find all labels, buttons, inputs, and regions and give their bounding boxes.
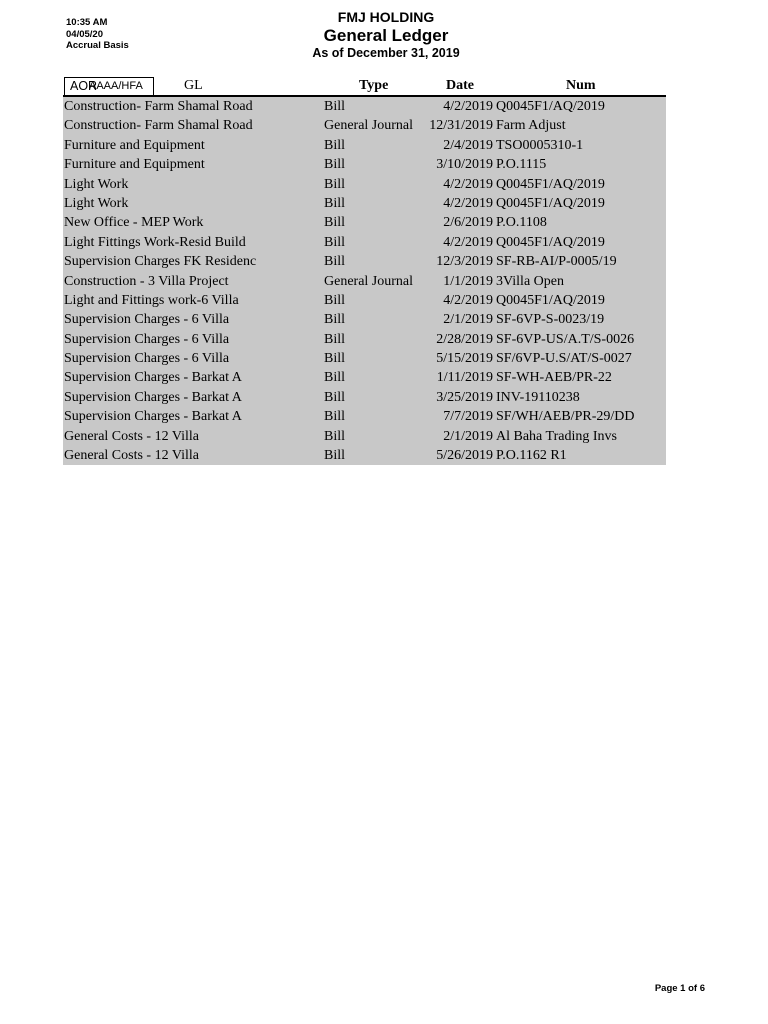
cell-num: Al Baha Trading Invs — [496, 428, 617, 444]
cell-account-name: Light Work — [64, 176, 129, 192]
table-row — [63, 388, 666, 407]
cell-num: P.O.1108 — [496, 215, 547, 231]
cell-date: 4/2/2019 — [443, 195, 493, 211]
cell-type: Bill — [324, 428, 346, 444]
cell-type: Bill — [324, 157, 346, 173]
cell-type: Bill — [324, 137, 346, 153]
cell-date: 3/25/2019 — [436, 389, 493, 405]
cell-account-name: Supervision Charges - Barkat A — [64, 409, 242, 425]
report-date: 04/05/20 — [66, 28, 103, 40]
cell-date: 2/6/2019 — [443, 215, 493, 231]
table-row — [63, 446, 666, 465]
cell-num: SF/WH/AEB/PR-29/DD — [496, 409, 635, 425]
account-header-box — [64, 77, 154, 96]
table-row — [63, 252, 666, 271]
cell-account-name: Construction- Farm Shamal Road — [64, 99, 253, 114]
cell-type: General Journal — [324, 118, 414, 134]
cell-date: 5/26/2019 — [436, 448, 493, 464]
cell-date: 1/1/2019 — [443, 273, 493, 289]
cell-date: 2/1/2019 — [443, 428, 493, 444]
cell-num: SF-RB-AI/P-0005/19 — [496, 254, 617, 270]
cell-date: 2/4/2019 — [443, 137, 493, 153]
column-header-type: Type — [359, 78, 389, 93]
report-time: 10:35 AM — [66, 17, 108, 28]
cell-account-name: New Office - MEP Work — [64, 215, 204, 231]
table-row — [63, 272, 666, 291]
cell-type: Bill — [324, 234, 346, 250]
table-row — [63, 310, 666, 329]
table-row — [63, 330, 666, 349]
cell-type: Bill — [324, 195, 346, 211]
page-number: Page 1 of 6 — [654, 983, 705, 994]
cell-num: Q0045F1/AQ/2019 — [496, 176, 605, 192]
report-title-block — [236, 9, 536, 61]
cell-num: TSO0005310-1 — [496, 137, 584, 153]
cell-type: Bill — [324, 409, 346, 425]
account-box-text: AOR — [70, 79, 98, 93]
cell-num: INV-19110238 — [496, 389, 580, 405]
column-header-date: Date — [446, 78, 474, 93]
cell-num: Q0045F1/AQ/2019 — [496, 234, 605, 250]
ledger-rows — [63, 97, 666, 465]
cell-date: 5/15/2019 — [436, 351, 493, 367]
report-as-of: As of December 31, 2019 — [312, 46, 460, 60]
cell-num: Q0045F1/AQ/2019 — [496, 292, 605, 308]
cell-type: Bill — [324, 312, 346, 328]
table-row — [63, 407, 666, 426]
cell-num: 3Villa Open — [496, 273, 564, 289]
table-row — [63, 97, 666, 116]
cell-num: SF/6VP-U.S/AT/S-0027 — [496, 351, 632, 367]
report-title: General Ledger — [323, 26, 449, 45]
cell-date: 4/2/2019 — [443, 99, 493, 114]
cell-account-name: General Costs - 12 Villa — [64, 448, 199, 464]
table-row — [63, 213, 666, 232]
table-row — [63, 175, 666, 194]
cell-date: 12/31/2019 — [429, 118, 493, 134]
cell-type: Bill — [324, 215, 346, 231]
cell-type: Bill — [324, 176, 346, 192]
table-row — [63, 136, 666, 155]
company-name: FMJ HOLDING — [337, 9, 435, 25]
cell-num: P.O.1115 — [496, 157, 547, 173]
report-basis: Accrual Basis — [66, 40, 129, 51]
table-row — [63, 116, 666, 135]
cell-account-name: Furniture and Equipment — [64, 137, 205, 153]
cell-account-name: Supervision Charges - 6 Villa — [64, 331, 230, 347]
cell-type: Bill — [324, 448, 346, 464]
cell-date: 2/28/2019 — [436, 331, 493, 347]
cell-account-name: Supervision Charges - Barkat A — [64, 370, 242, 386]
table-row — [63, 155, 666, 174]
cell-date: 7/7/2019 — [443, 409, 493, 425]
table-row — [63, 194, 666, 213]
column-header-num: Num — [566, 78, 596, 93]
ledger-header-row — [63, 77, 666, 98]
cell-date: 12/3/2019 — [436, 254, 493, 270]
cell-type: Bill — [324, 351, 346, 367]
cell-num: Farm Adjust — [496, 118, 566, 134]
cell-account-name: Supervision Charges - 6 Villa — [64, 351, 230, 367]
cell-account-name: Supervision Charges - 6 Villa — [64, 312, 230, 328]
cell-type: Bill — [324, 389, 346, 405]
cell-date: 4/2/2019 — [443, 292, 493, 308]
table-row — [63, 349, 666, 368]
cell-account-name: Furniture and Equipment — [64, 157, 205, 173]
cell-date: 4/2/2019 — [443, 234, 493, 250]
table-row — [63, 427, 666, 446]
cell-account-name: Light Fittings Work-Resid Build — [64, 234, 246, 250]
cell-account-name: Light and Fittings work-6 Villa — [64, 292, 239, 308]
cell-num: SF-WH-AEB/PR-22 — [496, 370, 612, 386]
cell-type: Bill — [324, 99, 346, 114]
cell-type: Bill — [324, 370, 346, 386]
cell-type: Bill — [324, 331, 346, 347]
table-row — [63, 368, 666, 387]
cell-num: SF-6VP-US/A.T/S-0026 — [496, 331, 635, 347]
cell-type: General Journal — [324, 273, 414, 289]
cell-num: P.O.1162 R1 — [496, 448, 567, 464]
cell-date: 2/1/2019 — [443, 312, 493, 328]
cell-num: Q0045F1/AQ/2019 — [496, 195, 605, 211]
cell-num: SF-6VP-S-0023/19 — [496, 312, 605, 328]
cell-account-name: Construction - 3 Villa Project — [64, 273, 229, 289]
column-header-gl: GL — [184, 78, 203, 93]
cell-date: 4/2/2019 — [443, 176, 493, 192]
table-row — [63, 233, 666, 252]
table-row — [63, 291, 666, 310]
cell-account-name: Light Work — [64, 195, 129, 211]
cell-date: 1/11/2019 — [436, 370, 493, 386]
cell-account-name: Construction- Farm Shamal Road — [64, 118, 253, 134]
account-box-overlay-text: AAAA/HFA — [89, 80, 143, 92]
cell-type: Bill — [324, 292, 346, 308]
cell-account-name: General Costs - 12 Villa — [64, 428, 199, 444]
report-meta — [66, 17, 129, 52]
cell-account-name: Supervision Charges - Barkat A — [64, 389, 242, 405]
cell-num: Q0045F1/AQ/2019 — [496, 99, 605, 114]
cell-date: 3/10/2019 — [436, 157, 493, 173]
cell-account-name: Supervision Charges FK Residenc — [64, 254, 257, 270]
cell-type: Bill — [324, 254, 346, 270]
